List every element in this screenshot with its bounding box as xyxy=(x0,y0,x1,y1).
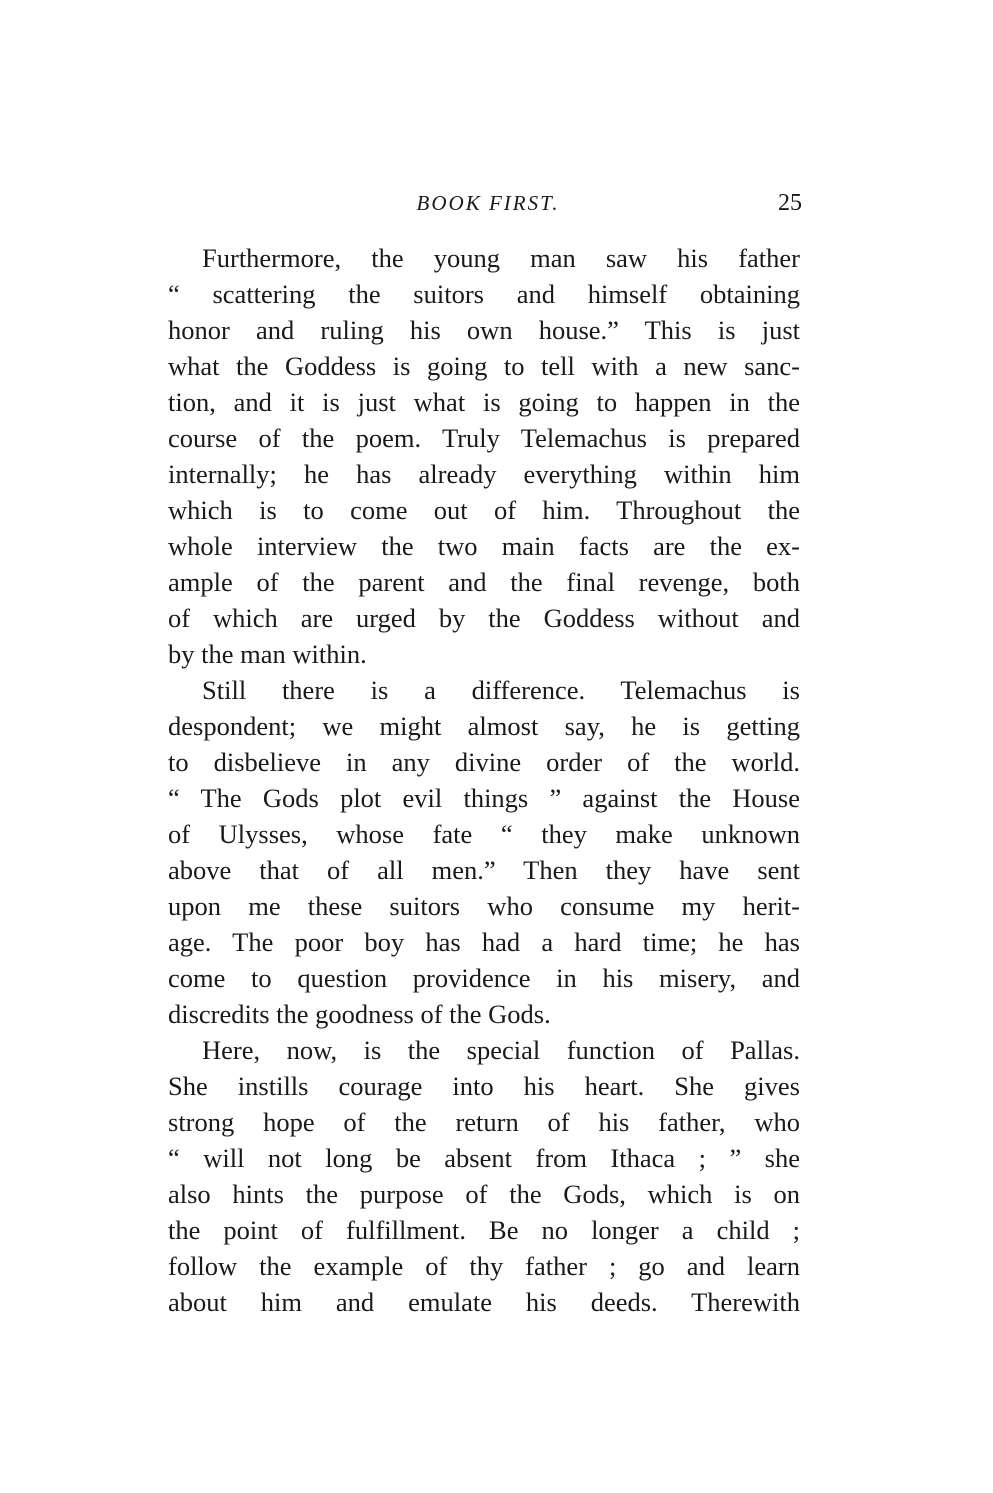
body-text xyxy=(168,240,800,1320)
text-line: to disbelieve in any divine order of the world. xyxy=(168,747,800,777)
paragraph-1 xyxy=(168,240,800,672)
text-line: discredits the goodness of the Gods. xyxy=(168,999,551,1029)
text-line: of which are urged by the Goddess without and xyxy=(168,603,800,633)
text-line: above that of all men.” Then they have sent xyxy=(168,855,800,885)
text-line: follow the example of thy father ; go and learn xyxy=(168,1251,800,1281)
running-title: BOOK FIRST. xyxy=(416,191,560,215)
text-line: which is to come out of him. Throughout the xyxy=(168,495,800,525)
text-line: course of the poem. Truly Telemachus is prepared xyxy=(168,423,800,453)
text-line: tion, and it is just what is going to happen in the xyxy=(168,387,800,417)
text-line: She instills courage into his heart. She gives xyxy=(168,1071,800,1101)
text-line: about him and emulate his deeds. Therewith xyxy=(168,1287,800,1317)
text-line: come to question providence in his misery, and xyxy=(168,963,800,993)
text-line: Here, now, is the special function of Pallas. xyxy=(202,1035,800,1065)
text-line: Furthermore, the young man saw his father xyxy=(202,243,800,273)
paragraph-3 xyxy=(168,1032,800,1320)
text-line: “ scattering the suitors and himself obtaining xyxy=(168,279,800,309)
running-head xyxy=(168,188,808,218)
text-line: internally; he has already everything within him xyxy=(168,459,800,489)
paragraph-2 xyxy=(168,672,800,1032)
text-line: also hints the purpose of the Gods, which is on xyxy=(168,1179,800,1209)
text-line: Still there is a difference. Telemachus is xyxy=(202,675,800,705)
text-line: “ will not long be absent from Ithaca ; ” she xyxy=(168,1143,800,1173)
text-line: honor and ruling his own house.” This is just xyxy=(168,315,800,345)
text-line: of Ulysses, whose fate “ they make unknown xyxy=(168,819,800,849)
text-line: ample of the parent and the final revenge, both xyxy=(168,567,800,597)
text-line: by the man within. xyxy=(168,639,367,669)
text-line: what the Goddess is going to tell with a new sanc- xyxy=(168,351,800,381)
text-line: whole interview the two main facts are the ex- xyxy=(168,531,800,561)
text-line: upon me these suitors who consume my herit- xyxy=(168,891,800,921)
text-line: the point of fulfillment. Be no longer a child ; xyxy=(168,1215,800,1245)
text-line: “ The Gods plot evil things ” against the House xyxy=(168,783,800,813)
text-line: despondent; we might almost say, he is getting xyxy=(168,711,800,741)
page-number: 25 xyxy=(778,190,802,216)
text-line: age. The poor boy has had a hard time; he has xyxy=(168,927,800,957)
text-line: strong hope of the return of his father, who xyxy=(168,1107,800,1137)
